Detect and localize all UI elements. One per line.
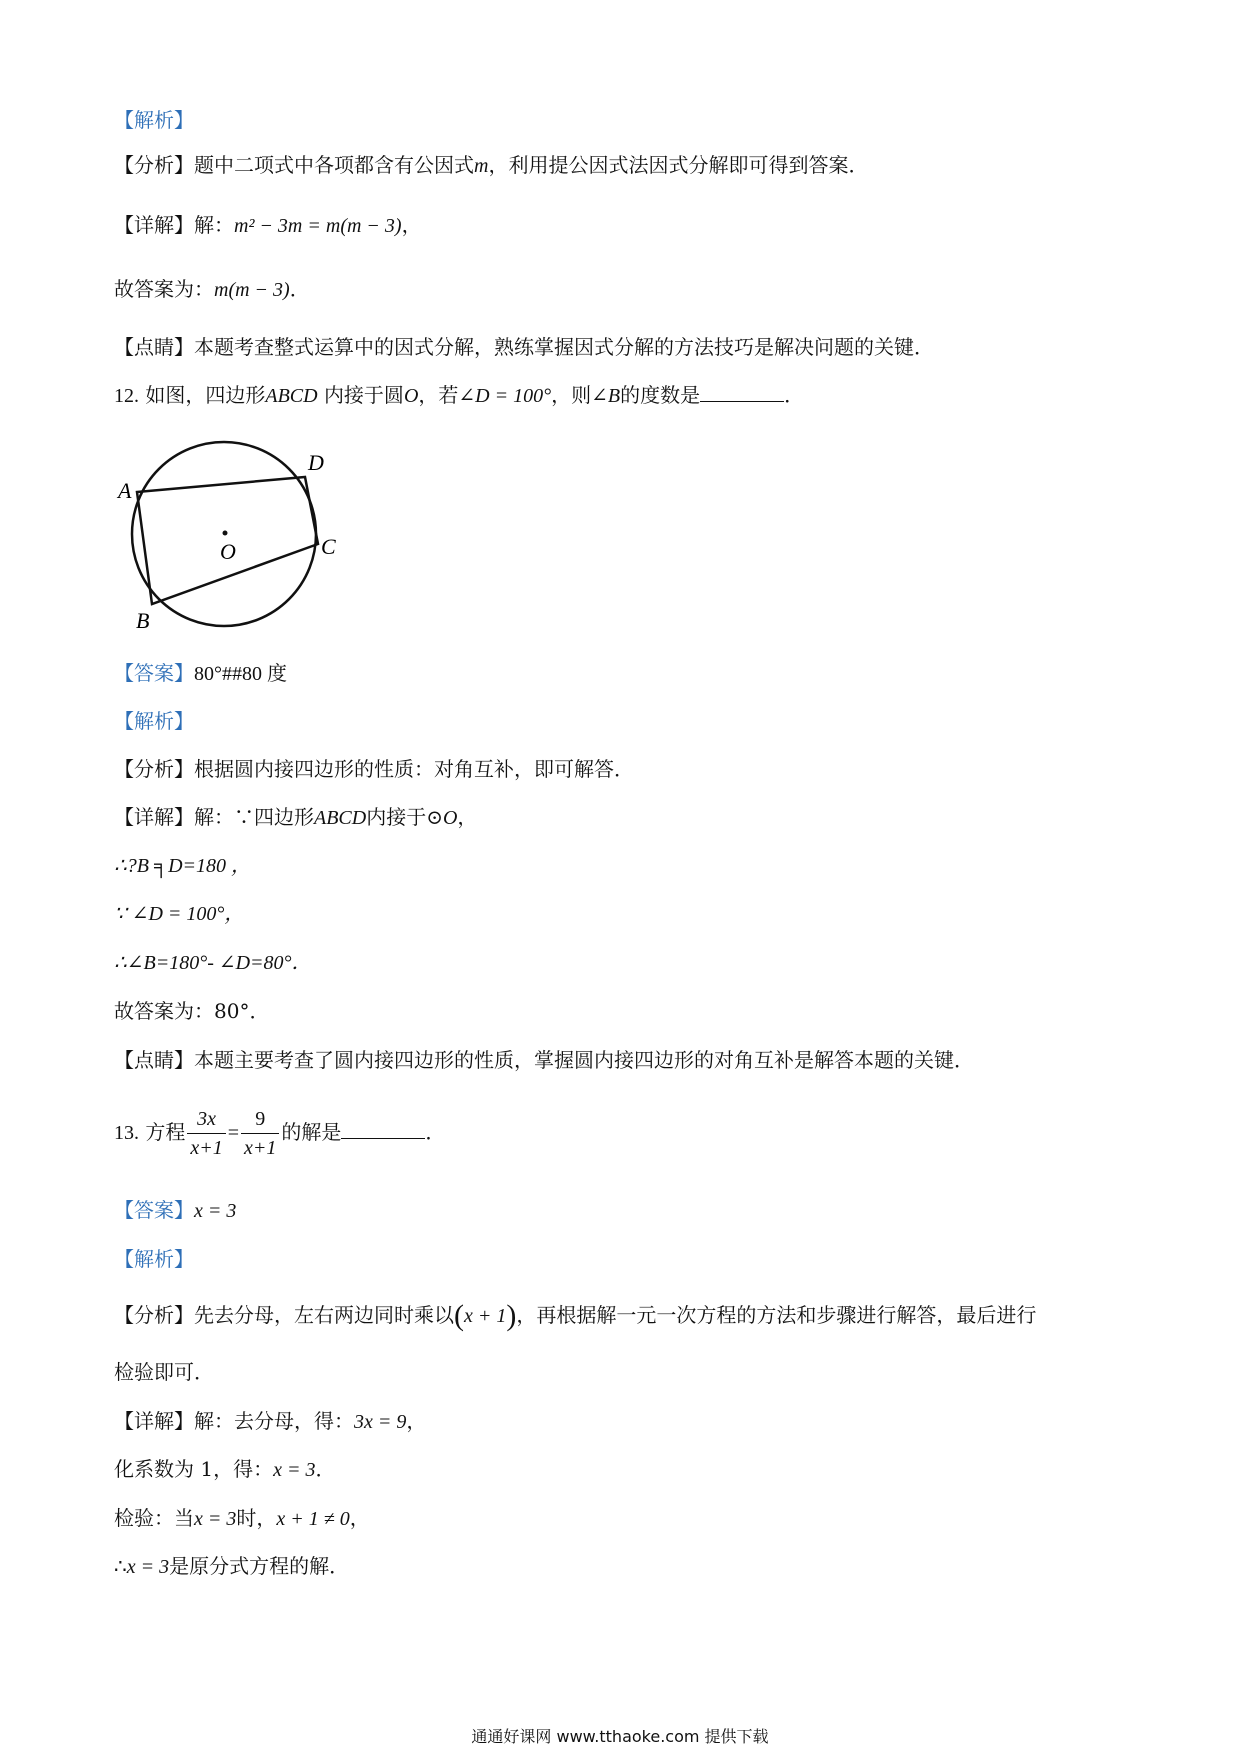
step-coef-end: ．: [315, 1457, 336, 1481]
q12-guda: 故答案为：80°．: [114, 999, 270, 1023]
fenxi-text: 根据圆内接四边形的性质：对角互补，即可解答．: [194, 757, 634, 781]
answer-tag: 【答案】: [114, 1198, 194, 1222]
q13-stem-2: 的解是: [281, 1120, 342, 1144]
xiangjie-end: ，: [401, 213, 422, 237]
step-coef-lead: 化系数为 1，得：: [114, 1457, 274, 1481]
dianjing-text: 本题主要考查了圆内接四边形的性质，掌握圆内接四边形的对角互补是解答本题的关键．: [194, 1048, 974, 1072]
s11-dianjing: [114, 332, 934, 362]
q12-fenxi: [114, 754, 634, 784]
xiangjie-tag: 【详解】: [114, 805, 194, 829]
guda-math: m(m − 3): [214, 279, 290, 301]
xiangjie-lead: 解：: [194, 213, 234, 237]
concl-math: x = 3: [126, 1556, 170, 1578]
q12-answer-blank: [700, 383, 784, 402]
fenxi-text: 题中二项式中各项都含有公因式: [194, 153, 474, 177]
s11-fenxi: [114, 150, 868, 181]
xiangjie-lead: 解：去分母，得：: [194, 1409, 354, 1433]
answer-text: x = 3: [194, 1200, 237, 1222]
q13-fenxi: 【分析】先去分母，左右两边同时乘以(x + 1)，再根据解一元一次方程的方法和步骤进行解答，最后进行: [114, 1299, 1037, 1332]
s11-xiangjie: [114, 210, 422, 241]
q12-b: ∠B: [591, 385, 621, 407]
q13-stem: [114, 1102, 445, 1163]
xiangjie-o: ⊙O: [426, 807, 458, 829]
q13-jiexi-heading: 【解析】: [114, 1247, 194, 1271]
q13-stem-1: 方程: [145, 1120, 186, 1144]
xiangjie-end: ，: [457, 805, 478, 829]
center-point: [223, 531, 228, 536]
q12-stem-4: ，则: [551, 383, 592, 407]
fenxi-math: x + 1: [464, 1305, 507, 1327]
answer-text: 80°##80 度: [194, 663, 287, 685]
q13-step-coef: [114, 1454, 335, 1485]
q12-stem: [114, 380, 804, 411]
q12-step-1: ∴?B ╕D=180 ，: [114, 855, 252, 877]
fenxi-tag: 【分析】: [114, 757, 194, 781]
frac-left-numerator: 3x: [187, 1105, 225, 1134]
q12-cond: ∠D = 100°: [458, 385, 552, 407]
answer-tag: 【答案】: [114, 661, 194, 685]
q12-o: O: [403, 385, 419, 407]
frac-left-denominator: x+1: [190, 1137, 223, 1159]
q12-step-3: ∴∠B=180°- ∠D=80°．: [114, 952, 312, 974]
dianjing-tag: 【点睛】: [114, 1048, 194, 1072]
q12-xiangjie: [114, 802, 477, 833]
xiangjie-mid: 内接于: [366, 805, 427, 829]
q12-step-2: ∵ ∠D = 100°，: [114, 903, 245, 925]
q13-xiangjie: [114, 1406, 426, 1437]
q13-fenxi-cont: 检验即可．: [114, 1360, 214, 1384]
xiangjie-lead: 解：∵四边形: [194, 805, 314, 829]
guda-lead: 故答案为：: [114, 277, 214, 301]
q12-circle-figure: [112, 438, 352, 638]
q12-stem-2: 内接于圆: [323, 383, 404, 407]
q12-abcd: ABCD: [265, 385, 318, 407]
q12-stem-1: 如图，四边形: [145, 383, 266, 407]
q12-stem-5: 的度数是: [620, 383, 701, 407]
q13-answer: [114, 1195, 236, 1226]
xiangjie-tag: 【详解】: [114, 1409, 194, 1433]
check-mid: 时，: [236, 1506, 277, 1530]
equals-sign: =: [227, 1122, 240, 1144]
fenxi-text-1: 先去分母，左右两边同时乘以: [194, 1303, 454, 1327]
xiangjie-abcd: ABCD: [314, 807, 367, 829]
q12-stem-3: ，若: [418, 383, 459, 407]
label-c: C: [321, 534, 336, 559]
q13-conclusion: [114, 1551, 349, 1582]
fenxi-tag: 【分析】: [114, 1303, 194, 1327]
s11-guda: [114, 274, 310, 305]
dianjing-text: 本题考查整式运算中的因式分解，熟练掌握因式分解的方法技巧是解决问题的关键．: [194, 335, 934, 359]
check-math-2: x + 1 ≠ 0: [276, 1508, 350, 1530]
step-coef-math: x = 3: [273, 1459, 316, 1481]
xiangjie-end: ，: [406, 1409, 427, 1433]
xiangjie-math: m² − 3m = m(m − 3): [234, 215, 402, 237]
check-end: ，: [349, 1506, 370, 1530]
page-footer: 通通好课网 www.tthaoke.com 提供下载: [471, 1727, 769, 1746]
q12-stem-end: ．: [784, 383, 805, 407]
fenxi-text2: ，利用提公因式法因式分解即可得到答案．: [488, 153, 869, 177]
guda-end: ．: [289, 277, 310, 301]
fenxi-text-2: ，再根据解一元一次方程的方法和步骤进行解答，最后进行: [516, 1303, 1037, 1327]
s11-jiexi-heading: 【解析】: [114, 108, 194, 132]
label-d: D: [308, 450, 324, 475]
fenxi-tag: 【分析】: [114, 153, 194, 177]
concl-lead: ∴: [114, 1554, 127, 1578]
frac-right-denominator: x+1: [244, 1137, 277, 1159]
xiangjie-tag: 【详解】: [114, 213, 194, 237]
xiangjie-math: 3x = 9: [354, 1411, 407, 1433]
concl-text: 是原分式方程的解．: [169, 1554, 350, 1578]
label-b: B: [136, 608, 150, 633]
q12-number: 12.: [114, 385, 139, 407]
fenxi-var: m: [474, 155, 489, 177]
label-o: O: [220, 539, 236, 564]
label-a: A: [118, 478, 132, 503]
fraction-right: [241, 1105, 279, 1162]
check-lead: 检验：当: [114, 1506, 194, 1530]
q12-jiexi-heading: 【解析】: [114, 709, 194, 733]
q12-answer: [114, 658, 287, 689]
q12-dianjing: [114, 1045, 974, 1075]
q13-stem-end: ．: [425, 1120, 446, 1144]
q13-number: 13.: [114, 1122, 139, 1144]
dianjing-tag: 【点睛】: [114, 335, 194, 359]
fraction-left: [187, 1105, 225, 1162]
check-math-1: x = 3: [194, 1508, 237, 1530]
frac-right-numerator: 9: [241, 1105, 279, 1134]
q13-answer-blank: [341, 1120, 425, 1139]
q13-check: [114, 1503, 370, 1534]
